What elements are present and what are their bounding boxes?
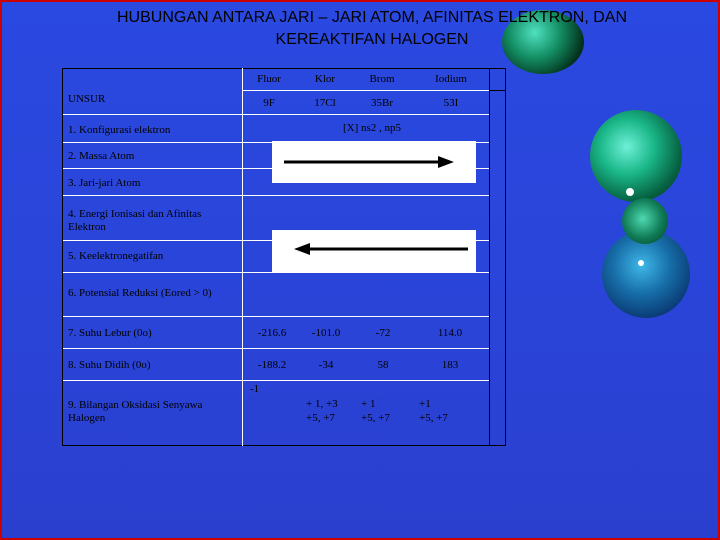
column-header-brom: Brom (369, 73, 395, 85)
row-label-energi-ionisasi: 4. Energi Ionisasi dan Afinitas Elektron (68, 208, 202, 233)
table-cell: -34 (318, 359, 334, 371)
row-label-jari-jari: 3. Jari-jari Atom (68, 177, 141, 189)
column-header-iodium: Iodium (435, 73, 467, 85)
table-cell: -216.6 (257, 327, 287, 339)
column-symbol-fluor: 9F (263, 97, 275, 109)
decorative-green-orb (590, 110, 682, 202)
table-cell: +5, +7 (419, 412, 448, 424)
table-cell: + 1 (361, 398, 376, 410)
table-cell: -188.2 (257, 359, 287, 371)
row-label-suhu-lebur: 7. Suhu Lebur (0o) (68, 327, 152, 339)
right-arrow-icon (272, 141, 476, 183)
decorative-green-orb (622, 198, 668, 244)
table-cell: + 1, +3 (306, 398, 338, 410)
column-symbol-brom: 35Br (371, 97, 393, 109)
row-label-potensial-reduksi: 6. Potensial Reduksi (Eored > 0) (68, 287, 212, 299)
column-header-fluor: Fluor (257, 73, 281, 85)
table-cell: -72 (375, 327, 391, 339)
trend-arrow-box (272, 230, 476, 272)
row-label-konfigurasi: 1. Konfigurasi elektron (68, 124, 171, 136)
table-cell: 183 (441, 359, 459, 371)
table-row-header: UNSUR (68, 93, 106, 105)
table-cell: -101.0 (311, 327, 341, 339)
row-label-suhu-didih: 8. Suhu Didih (0o) (68, 359, 151, 371)
table-cell: +1 (419, 398, 431, 410)
row-label-massa-atom: 2. Massa Atom (68, 150, 135, 162)
slide-title: HUBUNGAN ANTARA JARI – JARI ATOM, AFINITAS ELEKTRON, DAN (116, 9, 628, 26)
table-cell: 114.0 (437, 327, 463, 339)
table-cell: +5, +7 (306, 412, 335, 424)
column-symbol-iodium: 53I (443, 97, 459, 109)
decorative-glint (626, 188, 634, 196)
row-label-keelektronegatifan: 5. Keelektronegatifan (68, 250, 164, 262)
left-arrow-icon (272, 230, 476, 272)
table-cell: -1 (250, 383, 260, 395)
table-cell: +5, +7 (361, 412, 390, 424)
decorative-glint (638, 260, 644, 266)
column-symbol-klor: 17Cl (314, 97, 336, 109)
row-value-konfigurasi: [X] ns2 , np5 (342, 122, 402, 134)
row-label-bilangan-oksidasi: 9. Bilangan Oksidasi Senyawa Halogen (68, 399, 203, 424)
column-header-klor: Klor (314, 73, 336, 85)
table-cell: 58 (377, 359, 389, 371)
trend-arrow-box (272, 141, 476, 183)
slide-title-line2: KEREAKTIFAN HALOGEN (275, 31, 469, 48)
